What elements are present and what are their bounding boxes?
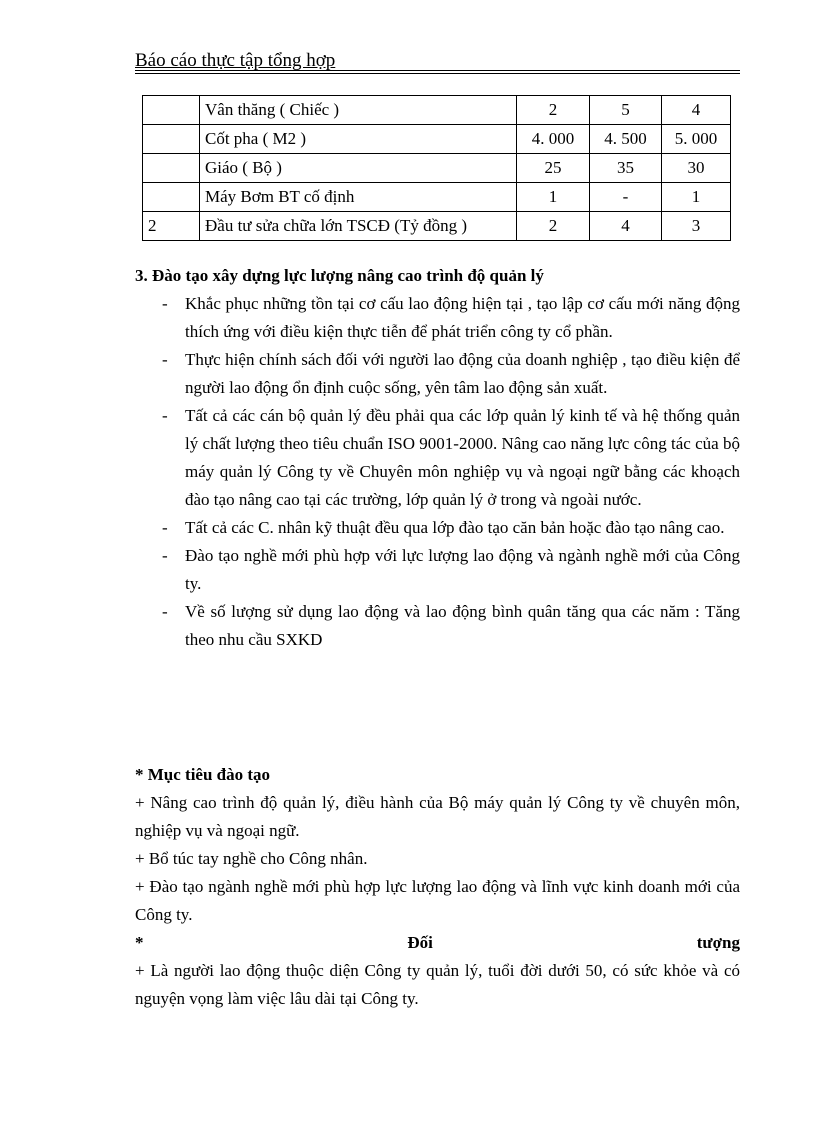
row-value-3: 30: [662, 154, 731, 183]
table-row: [143, 183, 731, 212]
dash-marker: -: [162, 350, 168, 369]
table-row: [143, 212, 731, 241]
row-value-3: 3: [662, 212, 731, 241]
row-value-1: 1: [517, 183, 590, 212]
row-value-3: 4: [662, 96, 731, 125]
section-heading: 3. Đào tạo xây dựng lực lượng nâng cao trình độ quản lý: [135, 266, 544, 285]
dash-marker: -: [162, 602, 168, 621]
row-item: Vân thăng ( Chiếc ): [200, 96, 517, 125]
table-row: [143, 96, 731, 125]
row-value-2: 4. 500: [590, 125, 662, 154]
training-goals-heading: * Mục tiêu đào tạo: [135, 765, 271, 784]
row-item: Giáo ( Bộ ): [200, 154, 517, 183]
dash-marker: -: [162, 294, 168, 313]
list-item: [135, 402, 740, 514]
row-value-3: 5. 000: [662, 125, 731, 154]
list-item: [135, 542, 740, 598]
training-goal-item: + Đào tạo ngành nghề mới phù hợp lực lượng lao động và lĩnh vực kinh doanh mới của Công ty.: [135, 877, 740, 924]
list-item: [135, 346, 740, 402]
row-value-1: 2: [517, 96, 590, 125]
list-item: [135, 514, 740, 542]
target-heading-word2: tượng: [696, 933, 740, 952]
row-value-1: 25: [517, 154, 590, 183]
list-item-text: Thực hiện chính sách đối với người lao động của doanh nghiệp , tạo điều kiện để người lao động ổn định cuộc sống, yên tâm lao động sản xuất.: [185, 350, 740, 397]
target-heading-star: *: [135, 933, 144, 952]
page-header-title: Báo cáo thực tập tổng hợp: [135, 50, 336, 71]
row-value-2: 5: [590, 96, 662, 125]
dash-marker: -: [162, 406, 168, 425]
list-item: [135, 290, 740, 346]
dash-marker: -: [162, 546, 168, 565]
row-item: Cốt pha ( M2 ): [200, 125, 517, 154]
row-value-1: 4. 000: [517, 125, 590, 154]
list-item-text: Tất cả các C. nhân kỹ thuật đều qua lớp đào tạo căn bản hoặc đào tạo nâng cao.: [185, 518, 725, 537]
row-number: [143, 125, 200, 154]
bullet-list: [135, 290, 740, 654]
table-row: [143, 154, 731, 183]
row-item: Máy Bơm BT cố định: [200, 183, 517, 212]
row-value-2: -: [590, 183, 662, 212]
row-number: [143, 96, 200, 125]
row-number: [143, 183, 200, 212]
row-value-3: 1: [662, 183, 731, 212]
row-value-2: 35: [590, 154, 662, 183]
target-heading: [135, 929, 740, 957]
training-goal-item: + Nâng cao trình độ quản lý, điều hành của Bộ máy quản lý Công ty về chuyên môn, nghiệp vụ và ngoại ngữ.: [135, 793, 740, 840]
row-value-1: 2: [517, 212, 590, 241]
list-item-text: Đào tạo nghề mới phù hợp với lực lượng lao động và ngành nghề mới của Công ty.: [185, 546, 740, 593]
header-rule-bottom: [135, 73, 740, 74]
row-number: 2: [143, 212, 200, 241]
row-number: [143, 154, 200, 183]
list-item-text: Về số lượng sử dụng lao động và lao động bình quân tăng qua các năm : Tăng theo nhu cầu SXKD: [185, 602, 740, 649]
header-rule-top: [135, 70, 740, 71]
list-item: [135, 598, 740, 654]
target-heading-word1: Đối: [407, 933, 433, 952]
equipment-table: [142, 95, 731, 241]
table-row: [143, 125, 731, 154]
list-item-text: Tất cả các cán bộ quản lý đều phải qua các lớp quản lý kinh tế và hệ thống quản lý chất lượng theo tiêu chuẩn ISO 9001-2000. Nâng cao năng lực công tác của bộ máy quản lý Công ty về Chuyên môn nghiệp vụ và ngoại ngữ bằng các khoạch đào tạo nâng cao tại các trường, lớp quản lý ở trong và ngoài nước.: [185, 406, 740, 509]
dash-marker: -: [162, 518, 168, 537]
training-goal-item: + Bổ túc tay nghề cho Công nhân.: [135, 849, 368, 868]
target-text: + Là người lao động thuộc diện Công ty quản lý, tuổi đời dưới 50, có sức khỏe và có nguyện vọng làm việc lâu dài tại Công ty.: [135, 961, 740, 1008]
row-value-2: 4: [590, 212, 662, 241]
row-item: Đầu tư sửa chữa lớn TSCĐ (Tỷ đồng ): [200, 212, 517, 241]
list-item-text: Khắc phục những tồn tại cơ cấu lao động hiện tại , tạo lập cơ cấu mới năng động thích ứng với điều kiện thực tiễn để phát triển công ty cổ phần.: [185, 294, 740, 341]
